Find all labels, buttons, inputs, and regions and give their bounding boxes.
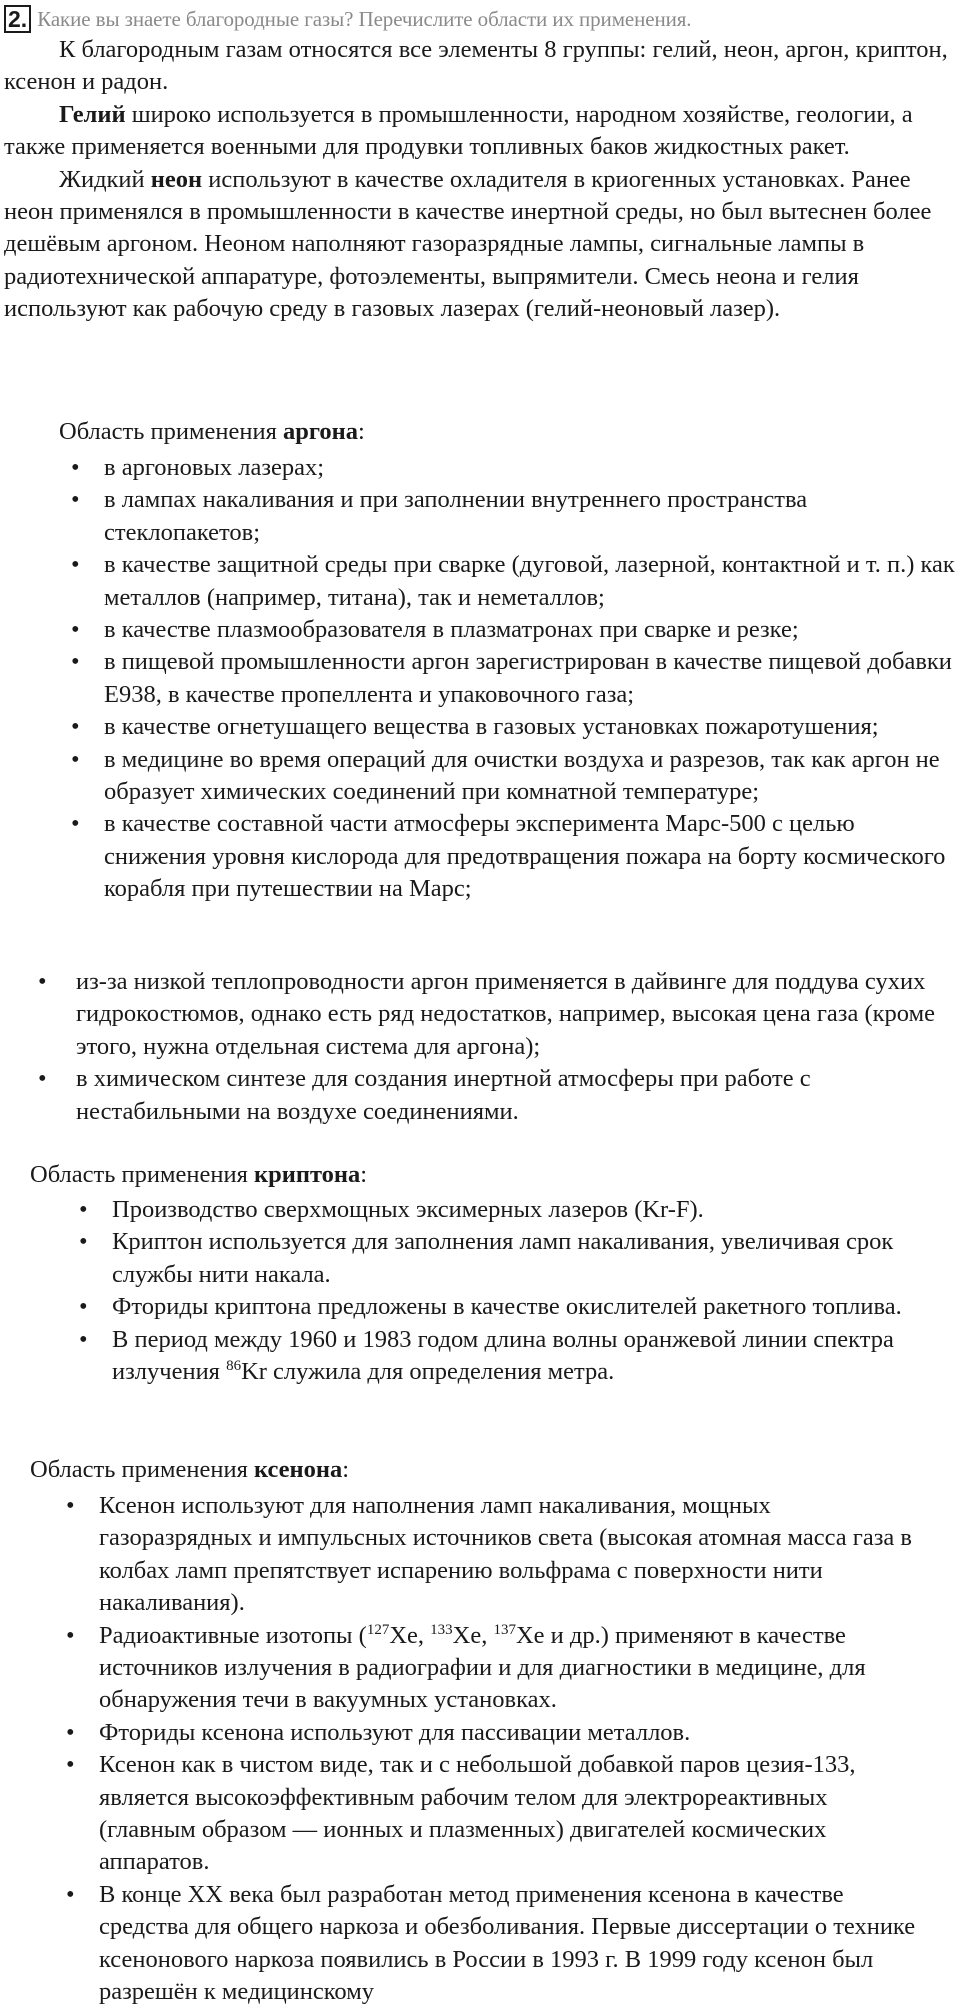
argon-list-outdented (38, 966, 960, 1128)
bullet-icon: • (38, 968, 47, 995)
krypton-heading: Область применения криптона: (30, 1161, 368, 1188)
argon-item-1: • в аргоновых лазерах; (104, 452, 960, 484)
krypton-item-2: • Криптон используется для заполнения ламп накаливания, увеличивая срок службы нити накала. (79, 1228, 894, 1288)
bullet-icon: • (79, 1196, 88, 1223)
question-text: Какие вы знаете благородные газы? Перечислите области их применения. (37, 6, 692, 31)
bullet-icon: • (38, 1065, 47, 1093)
xenon-list (66, 1490, 929, 2009)
bullet-icon: • (71, 454, 80, 481)
argon-item-2: • в лампах накаливания и при заполнении внутреннего пространства стеклопакетов; (71, 486, 808, 546)
bullet-icon: • (71, 551, 80, 579)
bullet-icon: • (66, 1492, 75, 1519)
krypton-list (79, 1194, 942, 1388)
bullet-icon: • (79, 1228, 88, 1256)
xenon-item-2: • Радиоактивные изотопы ($^{127}$Xe, $^{133}$Xe, $^{137}$Xe и др.) применяют в качестве источников излучения в радиографии и для диагностики в медицине, для обнаружения течи в вакуумных установках. (66, 1621, 866, 1714)
bullet-icon: • (71, 648, 80, 676)
xenon-item-5: • В конце XX века был разработан метод применения ксенона в качестве средства для общего наркоза и обезболивания. Первые диссертации о технике ксенонового наркоза появились в России в 1993 г. В 1999 году ксенон был разрешён к медицинскому (66, 1880, 916, 2006)
bullet-icon: • (71, 616, 80, 644)
xenon-heading: Область применения ксенона: (30, 1456, 350, 1483)
bullet-icon: • (79, 1293, 88, 1321)
bullet-icon: • (66, 1880, 75, 1908)
xenon-item-3: • Фториды ксенона используют для пассивации металлов. (99, 1717, 929, 1749)
argon-item-5: • в пищевой промышленности аргон зарегистрирован в качестве пищевой добавки E938, в качестве пропеллента и упаковочного газа; (71, 648, 952, 708)
argon-item-8: • в качестве составной части атмосферы эксперимента Марс-500 с целью снижения уровня кислорода для предотвращения пожара на борту космического корабля при путешествии на Марс; (71, 810, 946, 903)
bullet-icon: • (66, 1751, 75, 1779)
krypton-item-3: • Фториды криптона предложены в качестве окислителей ракетного топлива. (112, 1291, 942, 1323)
argon-item-extra-2: • в химическом синтезе для создания инертной атмосферы при работе с нестабильными на воздухе соединениями. (38, 1065, 811, 1125)
argon-item-6: • в качестве огнетушащего вещества в газовых установках пожаротушения; (104, 711, 960, 743)
bullet-icon: • (71, 810, 80, 838)
bullet-icon: • (71, 745, 80, 773)
bullet-icon: • (71, 713, 80, 741)
krypton-term: криптона (253, 1161, 361, 1188)
bullet-icon: • (66, 1718, 75, 1746)
argon-list (71, 452, 960, 906)
bullet-icon: • (66, 1621, 75, 1649)
bullet-icon: • (79, 1325, 88, 1353)
argon-term: аргона (282, 418, 358, 445)
argon-item-7: • в медицине во время операций для очистки воздуха и разрезов, так как аргон не образует химических соединений при комнатной температуре; (71, 745, 940, 806)
argon-item-3: • в качестве защитной среды при сварке (дуговой, лазерной, контактной и т. п.) как металлов (например, титана), так и неметаллов; (71, 551, 955, 611)
argon-item-4: • в качестве плазмообразователя в плазматронах при сварке и резке; (104, 614, 960, 646)
question-header (4, 4, 691, 34)
question-number: 2. (4, 5, 31, 33)
argon-item-extra-1: • из-за низкой теплопроводности аргон применяется в дайвинге для поддува сухих гидрокостюмов, однако есть ряд недостатков, например, высокая цена газа (кроме этого, нужна отдельная система для аргона); (38, 968, 935, 1060)
neon-paragraph: Жидкий неон используют в качестве охладителя в криогенных установках. Ранее неон применялся в промышленности в качестве инертной среды, но был вытеснен более дешёвым аргоном. Неоном наполняют газоразрядные лампы, сигнальные лампы в радиотехнической аппаратуре, фотоэлементы, выпрямители. Смесь неона и гелия используют как рабочую среду в газовых лазерах (гелий-неоновый лазер). (4, 165, 932, 323)
intro-paragraph: К благородным газам относятся все элементы 8 группы: гелий, неон, аргон, криптон, ксенон и радон. (4, 36, 948, 96)
neon-term: неон (150, 165, 203, 193)
helium-term: Гелий (59, 100, 126, 128)
krypton-item-1: • Производство сверхмощных эксимерных лазеров (Kr-F). (112, 1194, 942, 1226)
bullet-icon: • (71, 486, 80, 514)
xenon-item-1: • Ксенон используют для наполнения ламп накаливания, мощных газоразрядных и импульсных источников света (высокая атомная масса газа в колбах ламп препятствует испарению вольфрама с поверхности нити накаливания). (66, 1492, 912, 1617)
argon-heading: Область применения аргона: (59, 418, 365, 445)
krypton-item-4: • В период между 1960 и 1983 годом длина волны оранжевой линии спектра излучения $^{86}$Kr служила для определения метра. (79, 1325, 894, 1386)
intro-section (4, 34, 952, 326)
helium-paragraph: Гелий широко используется в промышленности, народном хозяйстве, геологии, а также применяется военными для продувки топливных баков жидкостных ракет. (4, 100, 913, 161)
xenon-item-4: • Ксенон как в чистом виде, так и с небольшой добавкой паров цезия-133, является высокоэффективным рабочим телом для электрореактивных (главным образом — ионных и плазменных) двигателей космических аппаратов. (66, 1751, 856, 1876)
xenon-term: ксенона (253, 1456, 343, 1483)
